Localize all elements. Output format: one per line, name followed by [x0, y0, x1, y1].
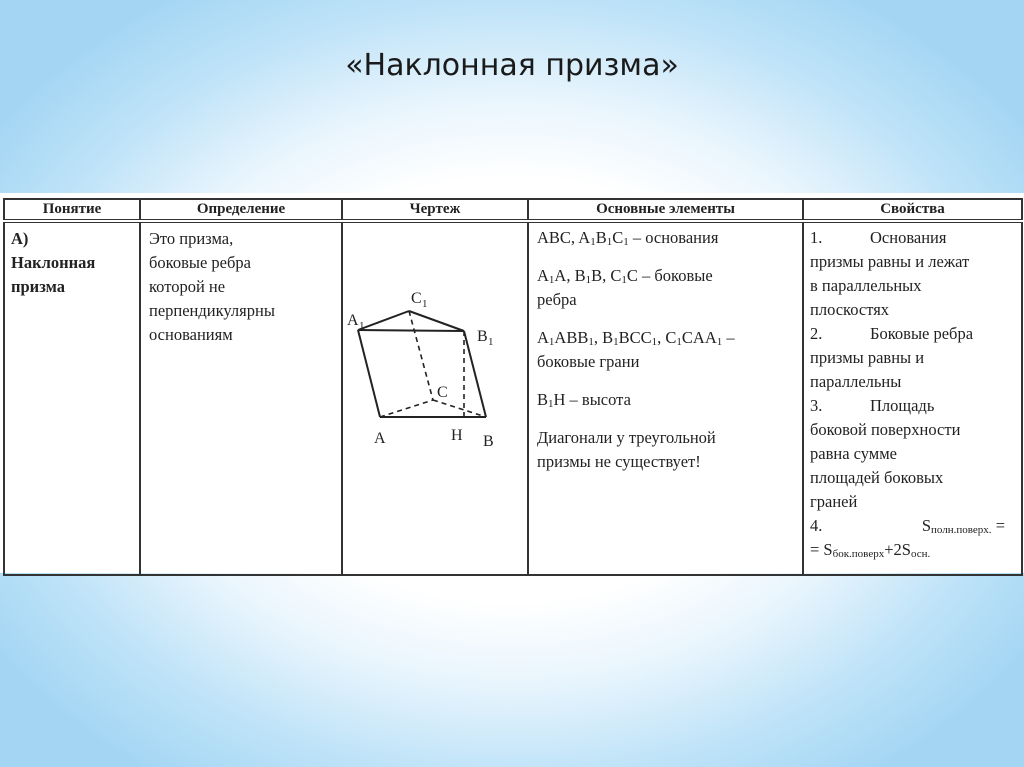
- table-panel: [0, 193, 1024, 573]
- properties-cell: [803, 221, 1022, 575]
- element-edges: $A_1A$, $B_1B$, $C_1C$ – боковые ребра: [537, 266, 713, 309]
- header-elements: Основные элементы: [528, 199, 803, 221]
- header-drawing: Чертеж: [342, 199, 528, 221]
- label-a1: A: [347, 312, 359, 329]
- property-2: 2. Боковые ребра призмы равны и параллельны: [810, 324, 974, 391]
- label-c1: C: [411, 290, 422, 307]
- definition-line: основаниям: [149, 325, 233, 344]
- label-b: B: [483, 433, 494, 450]
- drawing-cell: [342, 221, 528, 575]
- edge-a1-a: [358, 330, 380, 417]
- concept-cell: [4, 221, 140, 575]
- definition-line: боковые ребра: [149, 253, 251, 272]
- edge-c1-b1: [409, 311, 464, 331]
- property-1: 1. Основания призмы равны и лежат в параллельных плоскостях: [810, 228, 970, 319]
- concept-name-line1: Наклонная: [11, 253, 96, 272]
- slide-title: «Наклонная призма»: [345, 48, 679, 83]
- property-4: 4. $S_{полн.поверх.}$ = = $S_{бок.поверх}+2S_{осн.}$: [810, 516, 1005, 560]
- label-b1: B: [477, 328, 488, 345]
- edge-a1-c1: [358, 311, 409, 330]
- edge-a-c: [380, 400, 433, 417]
- edge-c-b: [433, 400, 486, 417]
- header-properties: Свойства: [803, 199, 1022, 221]
- prism-drawing: [343, 223, 529, 566]
- label-a1-sub: 1: [359, 320, 365, 332]
- label-c1-sub: 1: [422, 298, 428, 310]
- concept-letter: А): [11, 229, 29, 248]
- elements-cell: [528, 221, 803, 575]
- table-row: [4, 221, 1022, 575]
- property-3: 3. Площадь боковой поверхности равна сумме площадей боковых граней: [810, 396, 961, 511]
- definition-line: перпендикулярны: [149, 301, 275, 320]
- label-a: A: [374, 430, 386, 447]
- edge-a1-b1: [358, 330, 464, 331]
- element-diagonals: Диагонали у треугольной призмы не существует!: [537, 428, 716, 471]
- prism-table: [3, 198, 1023, 576]
- edge-c1-c: [409, 311, 433, 400]
- table-header-row: [4, 199, 1022, 221]
- element-bases: ABC, $A_1B_1C_1$ – основания: [537, 228, 719, 248]
- header-concept: Понятие: [4, 199, 140, 221]
- concept-name-line2: призма: [11, 277, 65, 296]
- definition-line: которой не: [149, 277, 226, 296]
- label-c: C: [437, 384, 448, 401]
- definition-cell: [140, 221, 342, 575]
- element-faces: $A_1ABB_1$, $B_1BCC_1$, $C_1CAA_1$ – боковые грани: [537, 328, 735, 371]
- header-definition: Определение: [140, 199, 342, 221]
- label-b1-sub: 1: [488, 336, 494, 348]
- element-height: $B_1H$ – высота: [537, 390, 631, 410]
- label-h: H: [451, 427, 463, 444]
- definition-line: Это призма,: [149, 229, 234, 248]
